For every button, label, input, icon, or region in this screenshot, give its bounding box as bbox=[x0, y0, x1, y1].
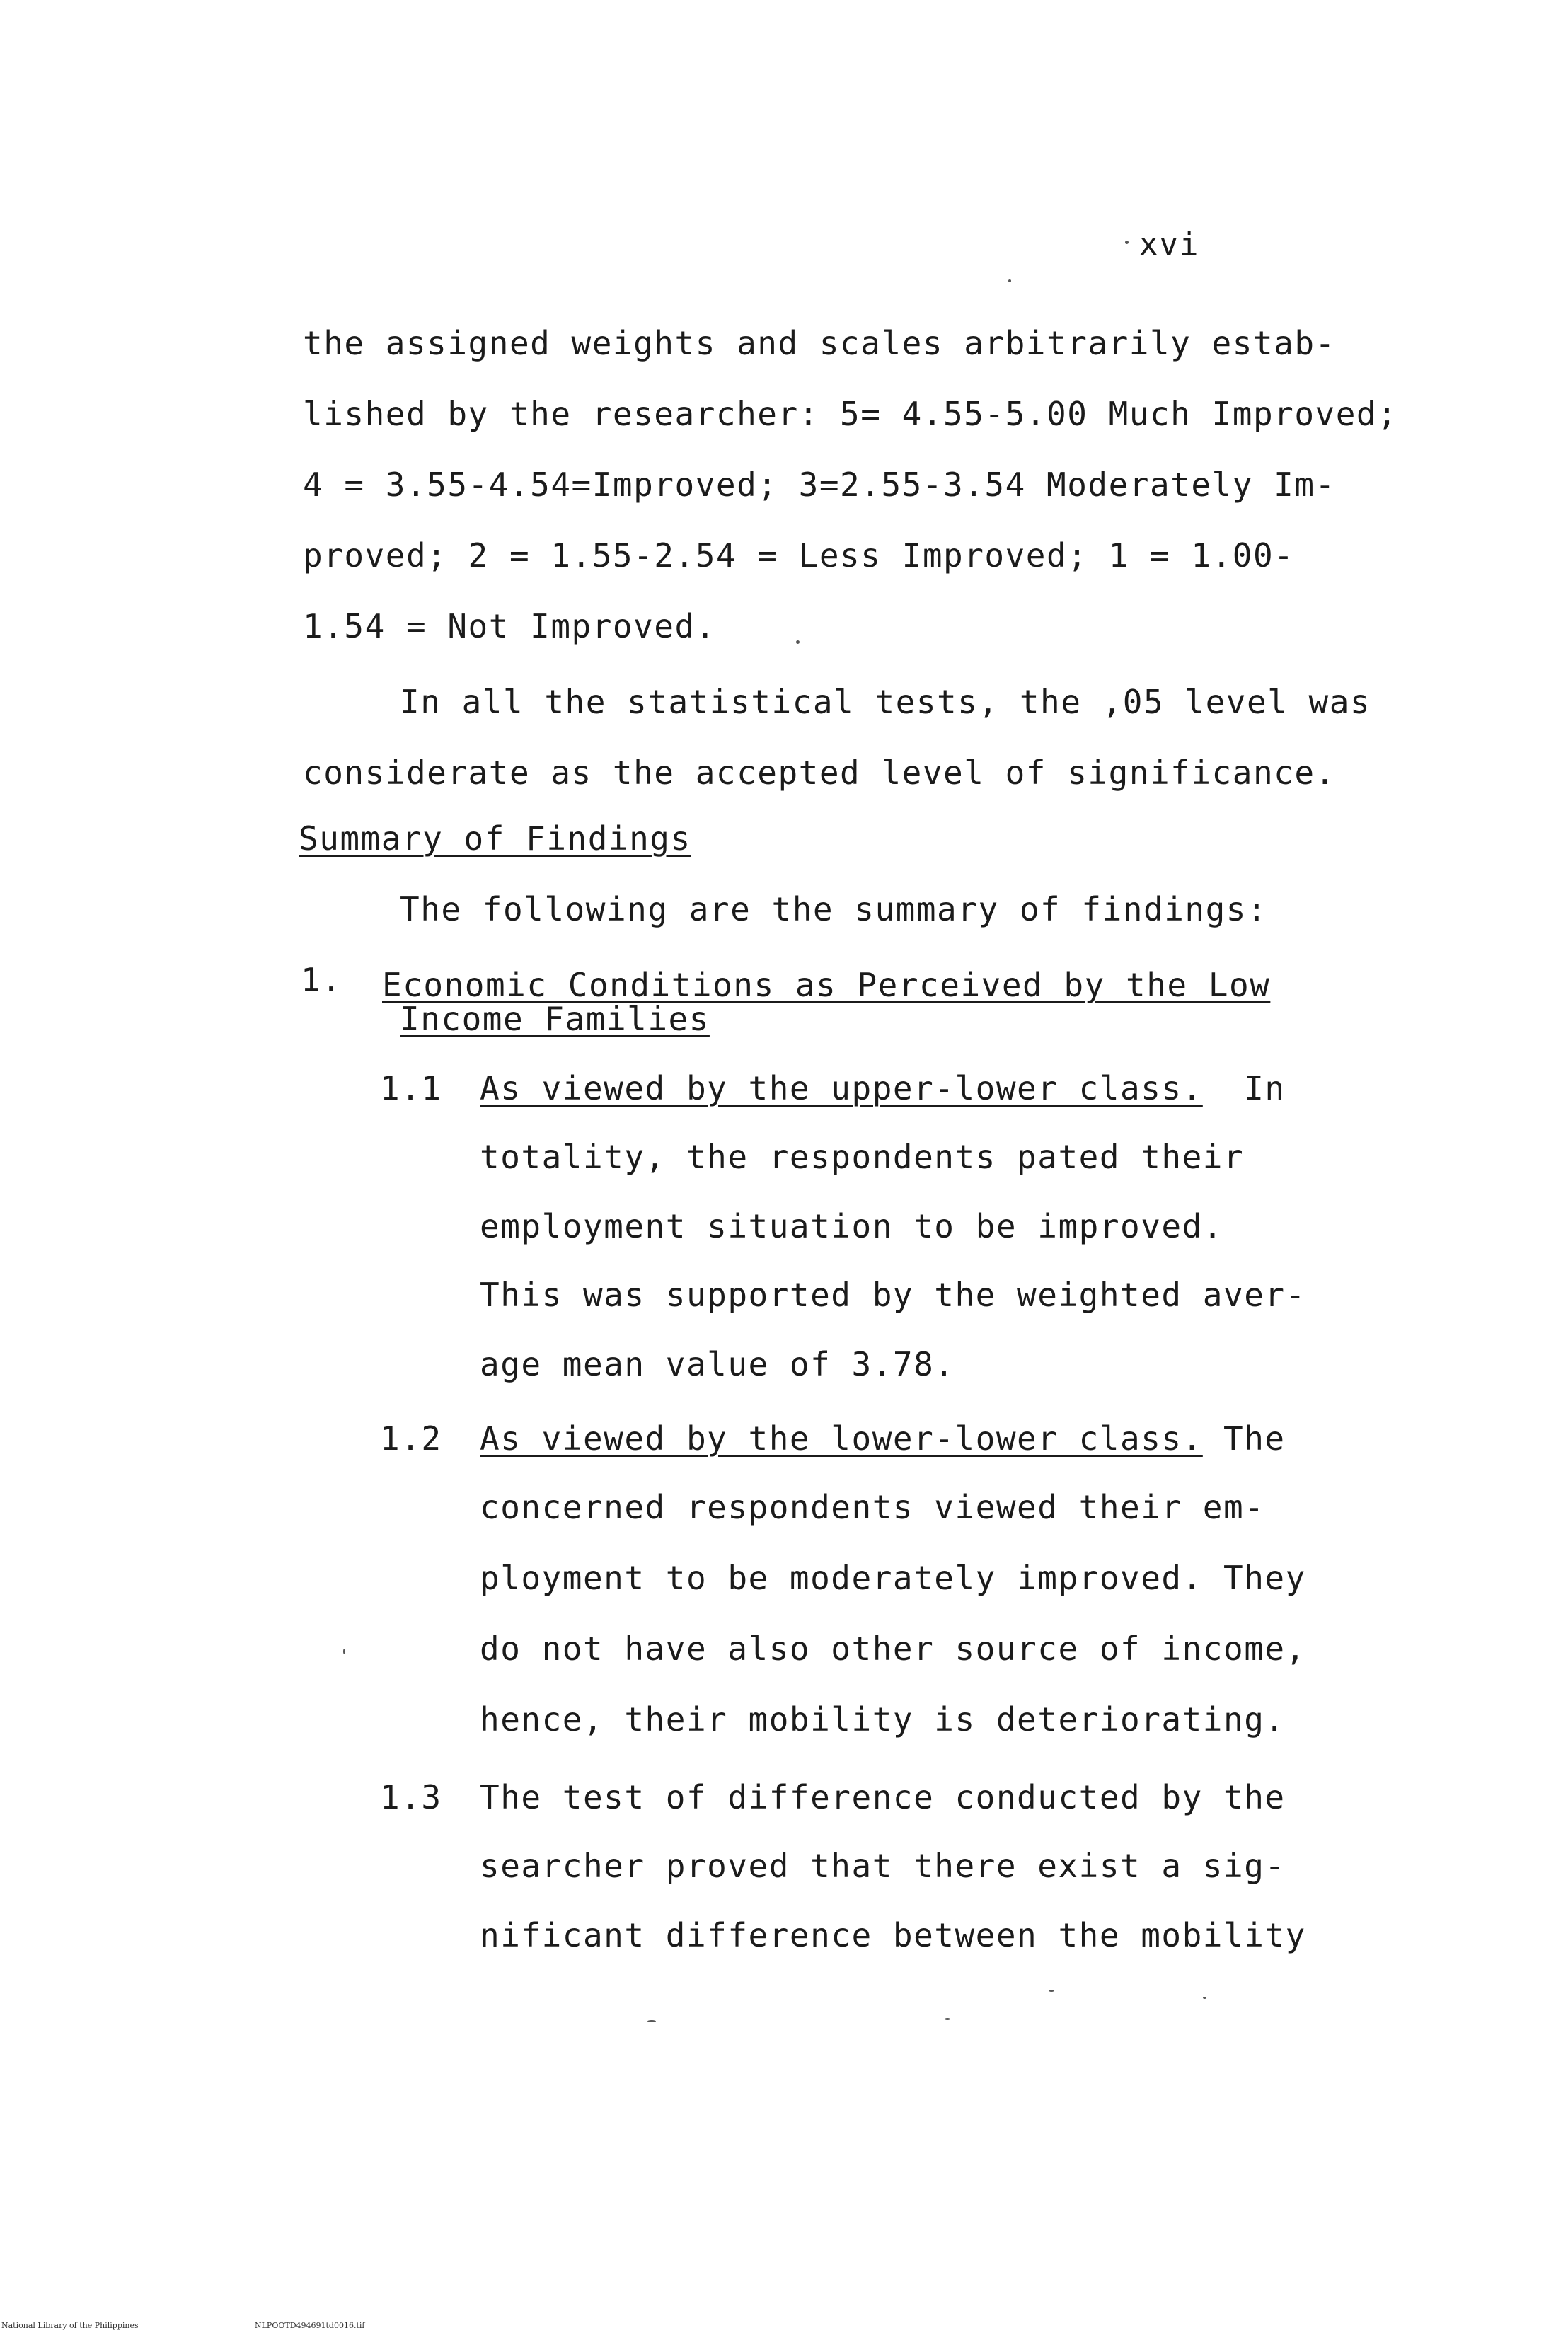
footer-file-id: NLPOOTD494691td0016.tif bbox=[255, 2321, 365, 2330]
item-line: totality, the respondents pated their bbox=[480, 1138, 1245, 1176]
item-number: 1.2 bbox=[380, 1419, 442, 1458]
findings-intro: The following are the summary of findings: bbox=[400, 890, 1268, 928]
item-line: nificant difference between the mobility bbox=[480, 1916, 1306, 1954]
page-number: xvi bbox=[1139, 226, 1200, 263]
scan-speck bbox=[647, 2020, 656, 2022]
paragraph-line: considerate as the accepted level of significance. bbox=[303, 754, 1336, 792]
item-line: This was supported by the weighted aver- bbox=[480, 1276, 1306, 1314]
paragraph-line: 1.54 = Not Improved. bbox=[303, 607, 716, 645]
item-line: employment situation to be improved. bbox=[480, 1207, 1223, 1245]
item-line: The test of difference conducted by the bbox=[480, 1778, 1286, 1816]
item-line: concerned respondents viewed their em- bbox=[480, 1488, 1265, 1526]
item-number: 1.3 bbox=[380, 1778, 442, 1816]
scan-speck bbox=[1125, 241, 1129, 244]
item-number: 1.1 bbox=[380, 1069, 442, 1107]
item-line: ployment to be moderately improved. They bbox=[480, 1559, 1306, 1597]
item-line: searcher proved that there exist a sig- bbox=[480, 1847, 1286, 1885]
item-line: do not have also other source of income, bbox=[480, 1630, 1306, 1668]
paragraph-line: In all the statistical tests, the ,05 level was bbox=[400, 683, 1371, 721]
scan-speck bbox=[1203, 1997, 1206, 1999]
paragraph-line: lished by the researcher: 5= 4.55-5.00 Much Improved; bbox=[303, 395, 1398, 433]
item-first-line bbox=[480, 1067, 1286, 1109]
scan-speck bbox=[343, 1649, 345, 1654]
item-text: In bbox=[1202, 1069, 1286, 1107]
item-text: The bbox=[1202, 1419, 1286, 1458]
item-line: hence, their mobility is deteriorating. bbox=[480, 1700, 1286, 1739]
item-first-line bbox=[480, 1417, 1286, 1460]
item-heading: As viewed by the lower-lower class. bbox=[480, 1419, 1203, 1458]
finding-title-line: Income Families bbox=[400, 1000, 710, 1038]
scan-speck bbox=[796, 640, 800, 644]
footer-library: National Library of the Philippines bbox=[1, 2321, 139, 2330]
scan-speck bbox=[945, 2018, 950, 2020]
item-heading: As viewed by the upper-lower class. bbox=[480, 1069, 1203, 1107]
section-heading: Summary of Findings bbox=[299, 819, 691, 858]
finding-title-line: Economic Conditions as Perceived by the Low bbox=[382, 966, 1271, 1004]
scan-speck bbox=[1008, 279, 1011, 282]
paragraph-line: the assigned weights and scales arbitrarily estab- bbox=[303, 324, 1336, 362]
paragraph-line: proved; 2 = 1.55-2.54 = Less Improved; 1 = 1.00- bbox=[303, 536, 1295, 575]
item-line: age mean value of 3.78. bbox=[480, 1345, 955, 1383]
paragraph-line: 4 = 3.55-4.54=Improved; 3=2.55-3.54 Moderately Im- bbox=[303, 466, 1336, 504]
finding-number: 1. bbox=[301, 961, 342, 999]
scan-speck bbox=[1049, 1990, 1054, 1992]
